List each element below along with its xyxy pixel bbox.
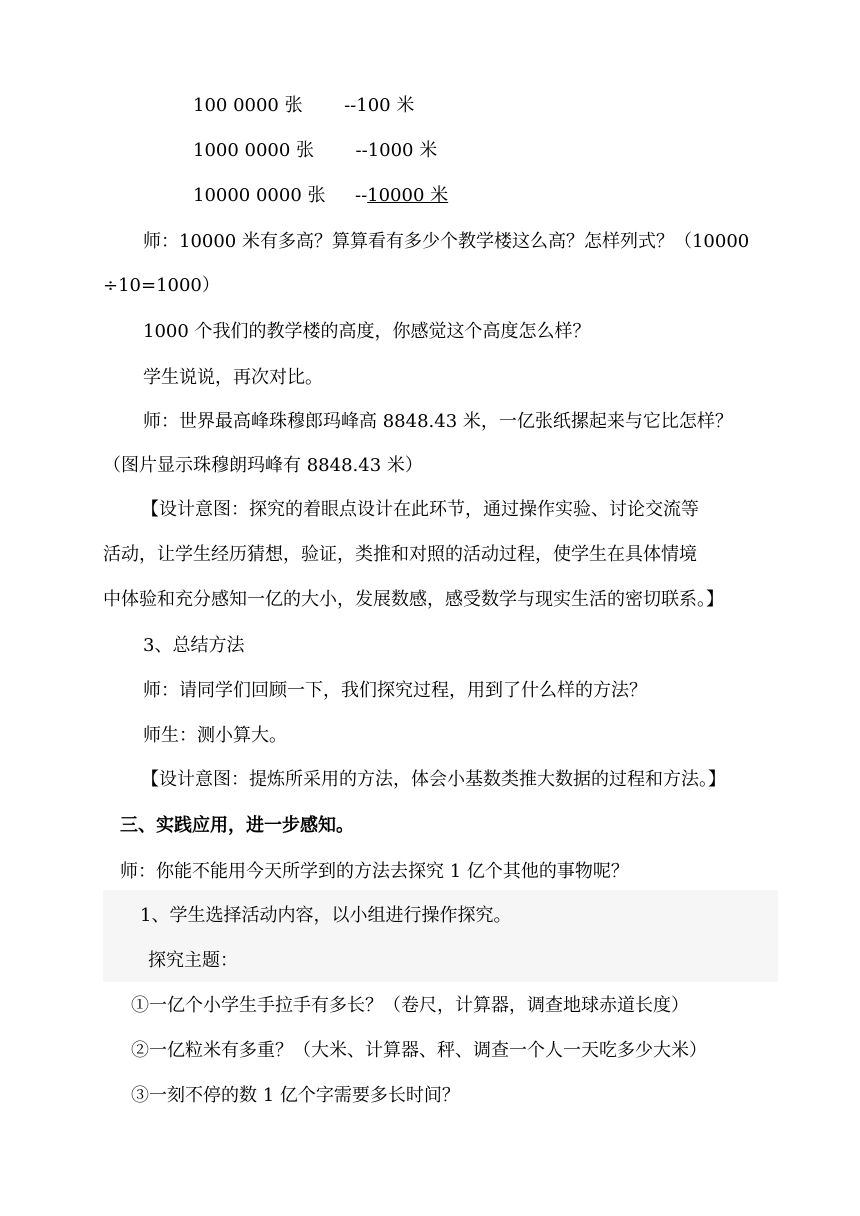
row-2-count: 1000 0000 张 (193, 140, 315, 161)
activity-1: 1、学生选择活动内容，以小组进行操作探究。 (140, 905, 512, 926)
p1-line1: 师：10000 米有多高？算算看有多少个教学楼这么高？怎样列式？（10000 (143, 231, 750, 252)
teacher-question-2: 师：你能不能用今天所学到的方法去探究 1 亿个其他的事物呢？ (120, 861, 629, 882)
section-3-title: 3、总结方法 (143, 635, 245, 656)
design-note-1-line2: 活动，让学生经历猜想，验证，类推和对照的活动过程，使学生在具体情境 (103, 544, 697, 565)
p4-line2: （图片显示珠穆朗玛峰有 8848.43 米） (103, 455, 423, 476)
design-note-1-line3: 中体验和充分感知一亿的大小，发展数感，感受数学与现实生活的密切联系。】 (103, 589, 724, 610)
row-3 (193, 184, 448, 208)
row-3-dash: -- (354, 185, 368, 206)
design-note-1-line1: 【设计意图：探究的着眼点设计在此环节，通过操作实验、讨论交流等 (141, 499, 699, 520)
p3: 学生说说，再次对比。 (143, 367, 323, 388)
row-3-count: 10000 0000 张 (193, 185, 326, 206)
p4-line1: 师：世界最高峰珠穆郎玛峰高 8848.43 米，一亿张纸摞起来与它比怎样？ (143, 411, 733, 432)
row-1-count: 100 0000 张 (193, 95, 303, 116)
heading-practice: 三、实践应用，进一步感知。 (120, 815, 354, 836)
topic-item: ③一刻不停的数 1 亿个字需要多长时间？ (131, 1085, 460, 1106)
p1-line2: ÷10=1000） (103, 275, 220, 296)
row-2 (193, 139, 437, 163)
teacher-question: 师：请同学们回顾一下，我们探究过程，用到了什么样的方法？ (143, 680, 647, 701)
topic-item: ①一亿个小学生手拉手有多长？（卷尺，计算器，调查地球赤道长度） (131, 995, 689, 1016)
answer: 师生：测小算大。 (143, 725, 287, 746)
topic-item: ②一亿粒米有多重？（大米、计算器、秤、调查一个人一天吃多少大米） (131, 1040, 707, 1061)
p2: 1000 个我们的教学楼的高度，你感觉这个高度怎么样？ (143, 321, 591, 342)
design-note-2: 【设计意图：提炼所采用的方法，体会小基数类推大数据的过程和方法。】 (141, 769, 726, 790)
row-2-height: --1000 米 (355, 140, 438, 161)
row-3-height: 10000 米 (367, 185, 449, 206)
row-1-height: --100 米 (344, 95, 415, 116)
topic-label: 探究主题： (148, 950, 238, 971)
row-1 (193, 94, 414, 118)
